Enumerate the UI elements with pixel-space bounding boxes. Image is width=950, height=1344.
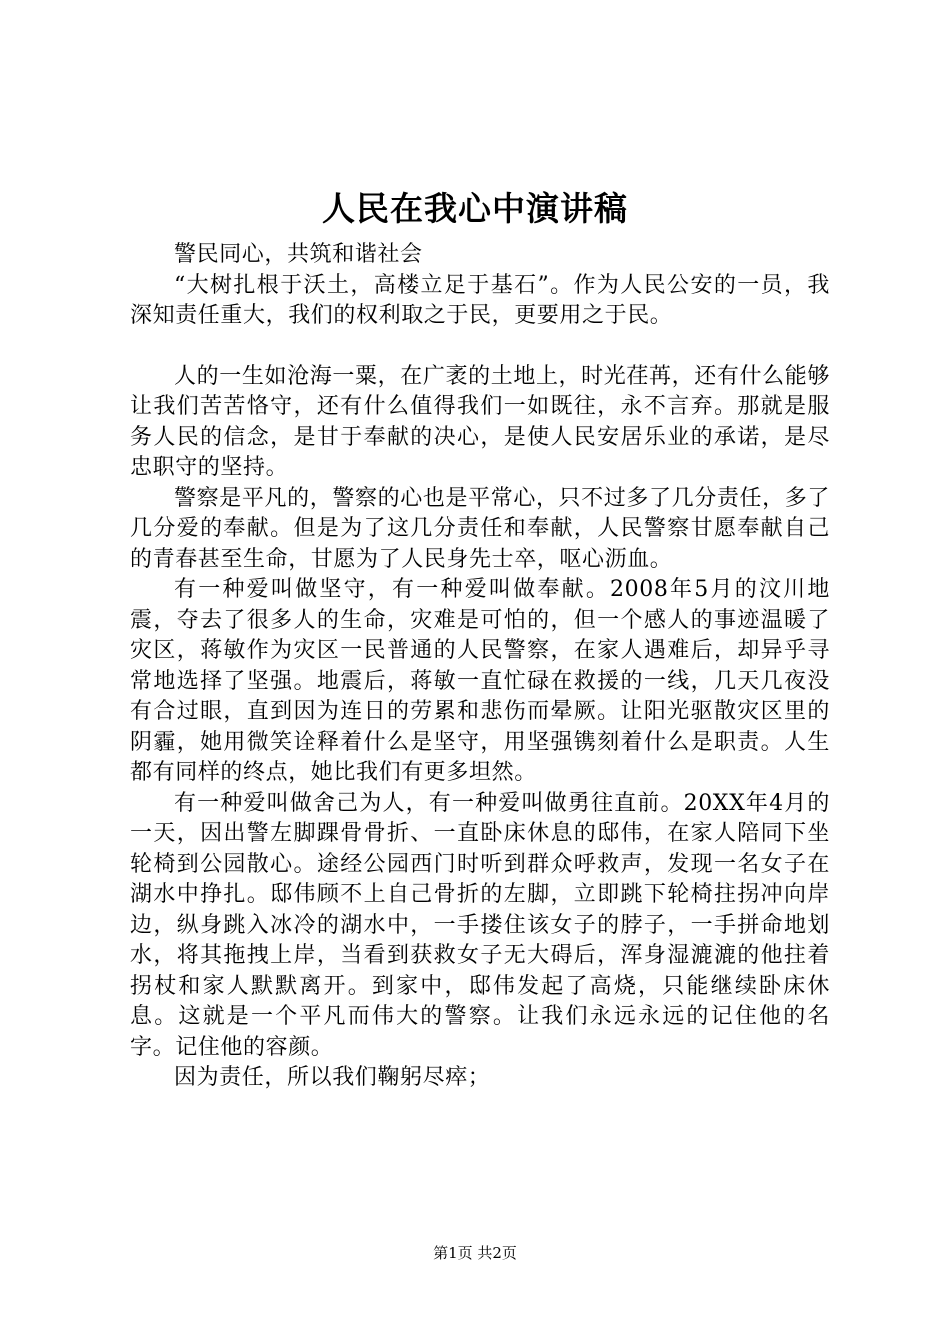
paragraph-responsibility: 因为责任，所以我们鞠躬尽瘁； [174,1065,491,1090]
paragraph-subtitle: 警民同心，共筑和谐社会 [174,242,423,267]
page-footer: 第1页 共2页 [433,1244,517,1262]
document-title: 人民在我心中演讲稿 [322,189,628,228]
paragraph-ordinary-police: 警察是平凡的，警察的心也是平常心，只不过多了几分责任，多了几分爱的奉献。但是为了这几分责任和奉献，人民警察甘愿奉献自己的青春甚至生命，甘愿为了人民身先士卒，呕心沥血。 [130,485,830,572]
paragraph-di-wei: 有一种爱叫做舍己为人，有一种爱叫做勇往直前。20XX年4月的一天，因出警左脚踝骨骨折、一直卧床休息的邸伟，在家人陪同下坐轮椅到公园散心。途经公园西门时听到群众呼救声，发现一名女子在湖水中挣扎。邸伟顾不上自己骨折的左脚，立即跳下轮椅拄拐冲向岸边，纵身跳入冰冷的湖水中，一手搂住该女子的脖子，一手拼命地划水，将其拖拽上岸，当看到获救女子无大碍后，浑身湿漉漉的他拄着拐杖和家人默默离开。到家中，邸伟发起了高烧，只能继续卧床休息。这就是一个平凡而伟大的警察。让我们永远永远的记住他的名字。记住他的容颜。 [130,790,830,1060]
paragraph-intro: “大树扎根于沃土，高楼立足于基石”。作为人民公安的一员，我深知责任重大，我们的权利取之于民，更要用之于民。 [130,272,830,328]
paragraph-jiang-min: 有一种爱叫做坚守，有一种爱叫做奉献。2008年5月的汶川地震，夺去了很多人的生命，灾难是可怕的，但一个感人的事迹温暖了灾区，蒋敏作为灾区一民普通的人民警察，在家人遇难后，却异乎寻常地选择了坚强。地震后，蒋敏一直忙碌在救援的一线，几天几夜没有合过眼，直到因为连日的劳累和悲伤而晕厥。让阳光驱散灾区里的阴霾，她用微笑诠释着什么是坚守，用坚强镌刻着什么是职责。人生都有同样的终点，她比我们有更多坦然。 [130,577,830,785]
paragraph-belief: 人的一生如沧海一粟，在广袤的土地上，时光荏苒，还有什么能够让我们苦苦恪守，还有什么值得我们一如既往，永不言弃。那就是服务人民的信念，是甘于奉献的决心，是使人民安居乐业的承诺，是尽忠职守的坚持。 [130,363,830,480]
document-body [130,240,830,1094]
